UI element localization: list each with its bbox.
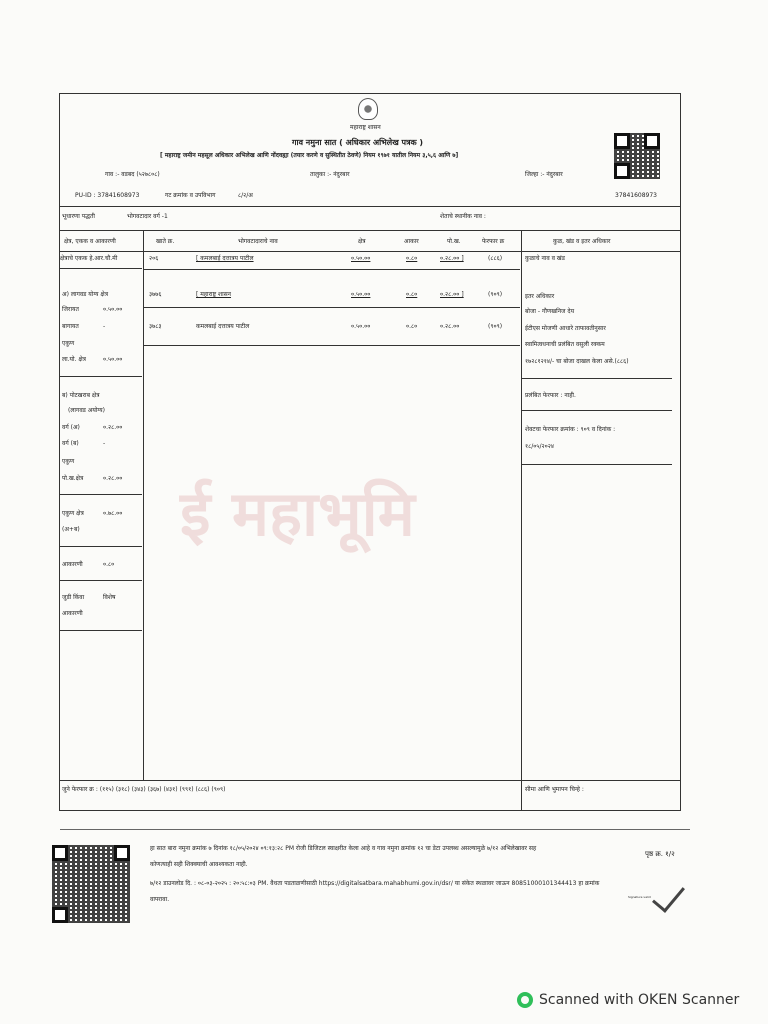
assessment-label: आकारणी — [62, 561, 83, 568]
owner-area: ०.५०.०० — [351, 255, 371, 262]
class-b-label: वर्ग (ब) — [62, 440, 79, 447]
scanner-watermark: Scanned with OKEN Scanner — [539, 992, 740, 1008]
local-name-label: शेताचे स्थानीक नाव : — [440, 213, 486, 220]
signature-check-icon — [652, 878, 685, 913]
burden-line-2: स्वामित्वधनाची प्रलंबित वसुली रक्कम — [525, 341, 605, 348]
owner-pokh: ०.२८.०० — [440, 323, 460, 330]
judi-assessment-label: आकारणी — [62, 610, 83, 617]
tenure-value: भोगवटादार वर्ग -1 — [127, 213, 168, 220]
class-a-label: वर्ग (अ) — [62, 424, 80, 431]
jirayat-value: ०.५०.०० — [103, 306, 123, 313]
uncultivable-heading: ब) पोटखराब क्षेत्र — [62, 392, 100, 399]
mahabhumi-watermark: ई महाभूमि — [180, 477, 415, 550]
total-label-2: एकुण — [62, 458, 75, 465]
owner-akar: ०.८० — [406, 323, 418, 330]
cultivable-area-value: ०.५०.०० — [103, 356, 123, 363]
owner-ferfar: (९०९) — [488, 291, 503, 298]
owner-name: [ कमलबाई दत्तात्रय पाटील — [196, 255, 254, 262]
assessment-value: ०.८० — [103, 561, 115, 568]
no-stamp-note: कोणत्याही सही शिक्क्याची आवश्यकता नाही. — [150, 861, 248, 868]
tenant-line: कुळाचे नाव व खंड — [525, 255, 565, 262]
total-area-sub: (अ+ब) — [62, 526, 80, 533]
owner-akar: ०.८० — [406, 255, 418, 262]
last-mutation-date: १८/०५/२०२४ — [525, 443, 555, 450]
special-label: विशेष — [103, 594, 116, 601]
total-area-label: एकुण क्षेत्र — [62, 510, 84, 517]
burden-line-1: ईटीएस मोजणी आधारे ताफावतीनुसार — [525, 325, 606, 332]
cultivable-area-label: ला.यो. क्षेत्र — [62, 356, 86, 363]
header-qr-code-icon — [614, 133, 660, 179]
col-header-kshetra: क्षेत्र — [358, 238, 366, 245]
form-subtitle: [ महाराष्ट्र जमीन महसूल अधिकार अभिलेख आणि नोंदवह्या (तयार करणे व सुस्थितीत ठेवणे) नियम १९७१ यातील नियम ३,५,६ आणि ७] — [160, 152, 459, 159]
signature-valid-note: Signature valid — [628, 895, 651, 899]
old-mutations: जुने फेरफार क्र : (११५) (३१८) (३४३) (३६७) (४३१) (९९१) (८८६) (९०९) — [62, 786, 226, 793]
owner-pokh: ०.२८.०० ] — [440, 291, 464, 298]
tenure-label: भूधारणा पद्धती — [62, 213, 95, 220]
col-header-pokh: पो.ख. — [447, 238, 461, 245]
pokh-area-value: ०.२८.०० — [103, 475, 123, 482]
burden-label: बोजा - गौणखनिज देय — [525, 308, 575, 315]
col-header-owner: भोगवटादाराचे नाव — [238, 238, 278, 245]
total-label: एकुण — [62, 340, 75, 347]
total-area-value: ०.७८.०० — [103, 510, 123, 517]
owner-name: [ महाराष्ट्र शासन — [196, 291, 232, 298]
boundary-marks-label: सीमा आणि भुमापन चिन्हे : — [525, 786, 584, 793]
owner-pokh: ०.२८.०० ] — [440, 255, 464, 262]
col-header-area: क्षेत्र, एकक व आकारणी — [64, 238, 116, 245]
judi-label: जुडी किंवा — [62, 594, 85, 601]
village: गाव :- वडबद (५२७८०८) — [105, 171, 160, 178]
pending-mutation: प्रलंबित फेरफार : नाही. — [525, 392, 576, 399]
gov-label: महाराष्ट्र शासन — [350, 124, 381, 131]
download-note: ७/१२ डाउनलोड दि. : ०८-०३-२०२५ : २०:५८:०३ PM. वैधता पडताळणीसाठी https://digitalsatbara.mahabhumi.gov.in/dsr/ या संकेत स्थळावर जाऊन 80851000101344413 हा क्रमांक — [150, 880, 600, 887]
bagayat-label: बागायत — [62, 323, 79, 330]
owner-name: कमलबाई दत्तात्रय पाटील — [196, 323, 250, 330]
pu-id: PU-ID : 37841608973 — [75, 192, 140, 199]
uncultivable-sub: (लागवड अयोग्य) — [68, 407, 105, 414]
owner-ferfar: (९०९) — [488, 323, 503, 330]
digital-signature-note: हा सात बारा नमुना क्रमांक ७ दिनांक १८/०५/२०२४ ०९:१३:२८ PM रोजी डिजिटल स्वाक्षरीत केला आहे व गाव नमुना क्रमांक १२ चा डेटा उपलब्ध असल्यामुळे ७/१२ अभिलेखावर सह — [150, 845, 537, 852]
owner-khata: ३७८३ — [149, 323, 162, 330]
class-b-value: - — [103, 440, 106, 447]
district: जिल्हा :- नंदुरबार — [525, 171, 563, 178]
unit-line: क्षेत्राचे एकक हे.आर.चौ.मी — [60, 255, 118, 262]
pokh-area-label: पो.ख.क्षेत्र — [62, 475, 84, 482]
owner-khata: ३७७६ — [149, 291, 162, 298]
taluka: तालुका :- नंदुरबार — [310, 171, 350, 178]
form-title: गाव नमुना सात ( अधिकार अभिलेख पत्रक ) — [292, 138, 424, 147]
col-header-other-rights: कुळ, खंड व इतर अधिकार — [553, 238, 611, 245]
owner-area: ०.५०.०० — [351, 323, 371, 330]
col-header-khata: खाते क्र. — [156, 238, 175, 245]
owner-area: ०.५०.०० — [351, 291, 371, 298]
gat-value: ८/२/अ — [238, 192, 253, 199]
page-number: पृष्ठ क्र. १/२ — [645, 850, 675, 858]
last-mutation: शेवटचा फेरफार क्रमांक : ९०९ व दिनांक : — [525, 426, 616, 433]
government-emblem-icon — [358, 98, 378, 120]
owner-ferfar: (८८६) — [488, 255, 503, 262]
cultivable-heading: अ) लागवड योग्य क्षेत्र — [62, 291, 109, 298]
class-a-value: ०.२८.०० — [103, 424, 123, 431]
footer-qr-code-icon — [52, 845, 130, 923]
burden-line-3: १७२८१२१४/- चा बोजा दाखल केला असे.(८८६) — [525, 358, 629, 365]
other-rights-label: इतर अधिकार — [525, 293, 555, 300]
owner-akar: ०.८० — [406, 291, 418, 298]
col-header-akar: आकार — [404, 238, 419, 245]
pu-id-right: 37841608973 — [615, 192, 657, 199]
gat-label: गट क्रमांक व उपविभाग — [165, 192, 216, 199]
use-note: वापरावा. — [150, 896, 170, 903]
col-header-ferfar: फेरफार क्र — [482, 238, 505, 245]
jirayat-label: जिरायत — [62, 306, 79, 313]
owner-khata: २०६ — [149, 255, 159, 262]
bagayat-value: - — [103, 323, 106, 330]
scanner-logo-icon — [517, 992, 533, 1008]
